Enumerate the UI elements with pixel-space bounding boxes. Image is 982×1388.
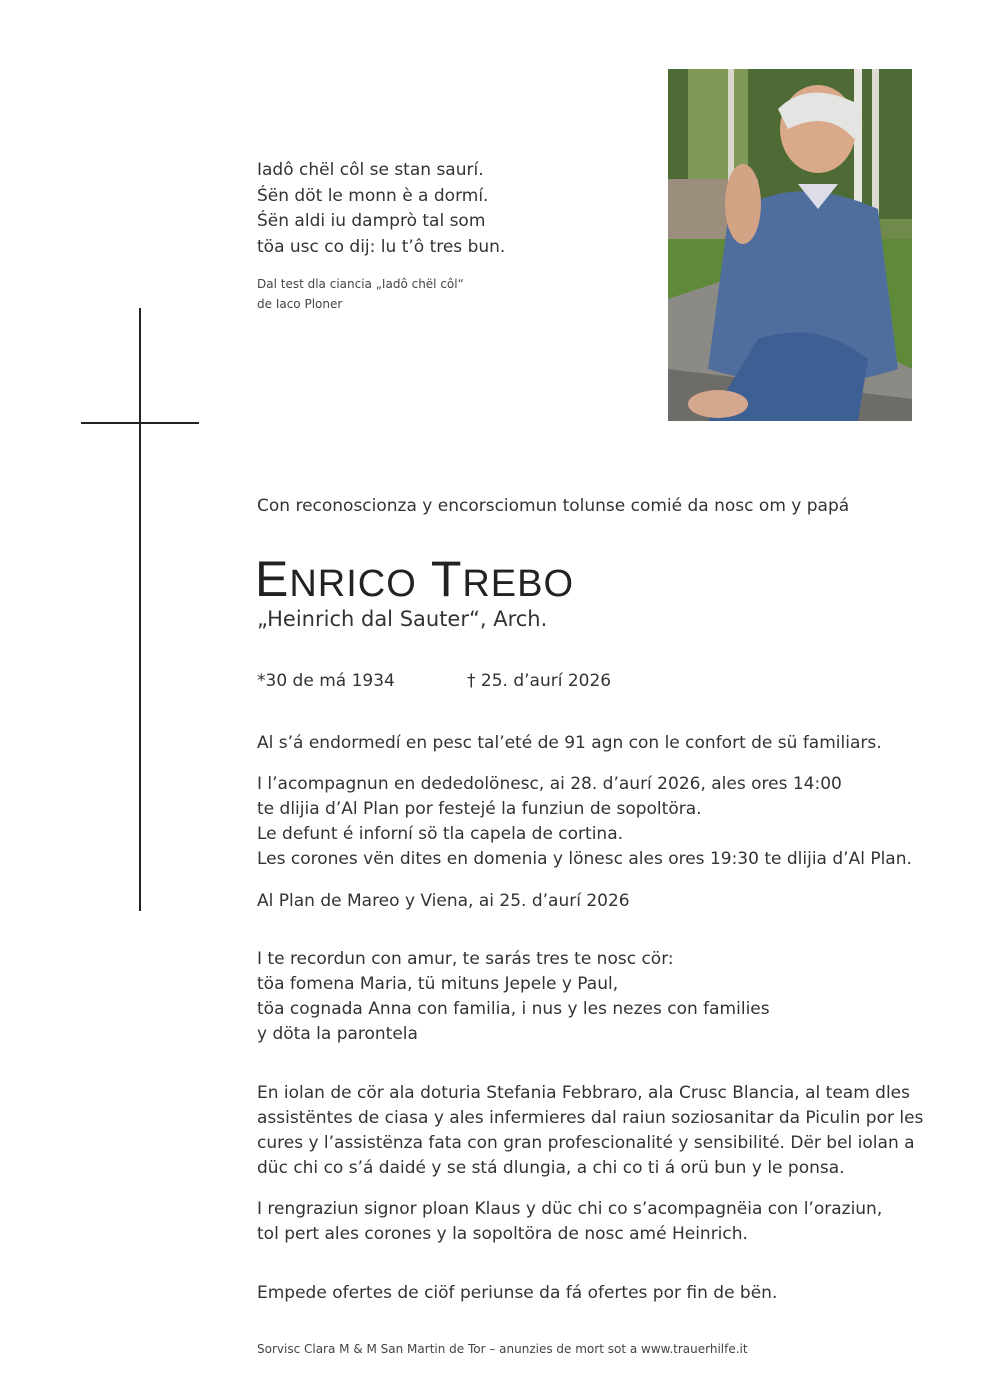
- paragraph-line: Le defunt é inforní sö tla capela de cortina.: [257, 824, 624, 844]
- paragraph-mourners: [257, 947, 770, 1047]
- poem-source-author: de Iaco Ploner: [257, 297, 343, 311]
- paragraph-funeral: [257, 772, 912, 872]
- paragraph-place-date: [257, 889, 630, 914]
- paragraph-line: assistëntes de ciasa y ales infermieres dal raiun soziosanitar da Piculin por les: [257, 1108, 924, 1128]
- name-last-rest: REBO: [462, 563, 575, 605]
- cross-vertical-bar: [139, 308, 141, 911]
- paragraph-line: töa cognada Anna con familia, i nus y les nezes con families: [257, 999, 770, 1019]
- cross-horizontal-bar: [81, 422, 199, 424]
- paragraph-line: te dlijia d’Al Plan por festejé la funziun de sopoltöra.: [257, 799, 702, 819]
- paragraph-donations: [257, 1281, 777, 1306]
- poem-source: [257, 274, 464, 314]
- paragraph-passing: [257, 731, 882, 756]
- poem-line: Iadô chël côl se stan saurí.: [257, 160, 484, 180]
- paragraph-line: cures y l’assistënza fata con gran profescionalité y sensibilité. Dër bel iolan a: [257, 1133, 915, 1153]
- name-first-rest: NRICO: [289, 563, 417, 605]
- poem: [257, 158, 505, 260]
- death-date: † 25. d’aurí 2026: [467, 671, 612, 691]
- footer-service: Sorvisc Clara M & M San Martin de Tor – anunzies de mort sot a www.trauerhilfe.it: [257, 1342, 748, 1356]
- portrait-photo: [668, 69, 912, 421]
- name-last-initial: T: [430, 551, 463, 607]
- paragraph-line: töa fomena Maria, tü mituns Jepele y Paul,: [257, 974, 619, 994]
- paragraph-thanks-care: [257, 1081, 923, 1181]
- paragraph-line: I l’acompagnun en dededolönesc, ai 28. d’aurí 2026, ales ores 14:00: [257, 774, 842, 794]
- paragraph-line: tol pert ales corones y la sopoltöra de nosc amé Heinrich.: [257, 1224, 748, 1244]
- paragraph-line: düc chi co s’á daidé y se stá dlungia, a chi co ti á orü bun y le ponsa.: [257, 1158, 845, 1178]
- paragraph-line: y döta la parontela: [257, 1024, 418, 1044]
- paragraph-line: En iolan de cör ala doturia Stefania Febbraro, ala Crusc Blancia, al team dles: [257, 1083, 910, 1103]
- poem-line: töa usc co dij: lu t’ô tres bun.: [257, 236, 506, 257]
- deceased-nickname: „Heinrich dal Sauter“, Arch.: [257, 607, 548, 631]
- deceased-name: [255, 550, 574, 608]
- paragraph-line: I rengraziun signor ploan Klaus y düc chi co s’acompagnëia con l’oraziun,: [257, 1199, 883, 1219]
- paragraph-line: Al Plan de Mareo y Viena, ai 25. d’aurí 2026: [257, 891, 630, 911]
- paragraph-line: Empede ofertes de ciöf periunse da fá ofertes por fin de bën.: [257, 1283, 778, 1303]
- paragraph-line: I te recordun con amur, te sarás tres te nosc cör:: [257, 949, 674, 969]
- poem-source-line: Dal test dla ciancia „Iadô chël côl“: [257, 277, 464, 291]
- name-first-initial: E: [255, 551, 290, 607]
- birth-date: *30 de má 1934: [257, 671, 395, 691]
- paragraph-thanks-priest: [257, 1197, 882, 1247]
- paragraph-line: Les corones vën dites en domenia y lönesc ales ores 19:30 te dlijia d’Al Plan.: [257, 849, 912, 869]
- poem-line: Śën döt le monn è a dormí.: [257, 185, 489, 206]
- intro-text: Con reconoscionza y encorsciomun tolunse comié da nosc om y papá: [257, 496, 850, 516]
- poem-line: Śën aldi iu damprò tal som: [257, 211, 486, 231]
- paragraph-line: Al s’á endormedí en pesc tal’eté de 91 agn con le confort de sü familiars.: [257, 733, 882, 753]
